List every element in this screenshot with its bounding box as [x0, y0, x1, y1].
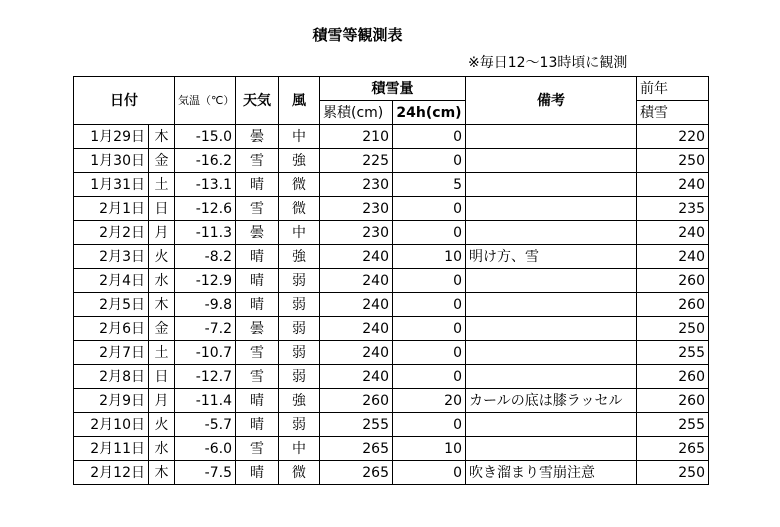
wind-cell: 中: [279, 125, 320, 149]
snow-total-cell: 240: [320, 317, 393, 341]
remarks-cell: [466, 413, 637, 437]
remarks-cell: カールの底は膝ラッセル: [466, 389, 637, 413]
table-body: [74, 125, 709, 485]
header-snow-24h: 24h(cm): [393, 101, 466, 125]
date-cell: 2月2日: [74, 221, 149, 245]
temperature-cell: -11.3: [175, 221, 236, 245]
table-row: [74, 413, 709, 437]
temperature-cell: -7.5: [175, 461, 236, 485]
header-prev-year-1: 前年: [637, 77, 709, 101]
date-cell: 2月12日: [74, 461, 149, 485]
table-row: [74, 173, 709, 197]
temperature-cell: -9.8: [175, 293, 236, 317]
table-row: [74, 341, 709, 365]
day-of-week-cell: 金: [149, 317, 175, 341]
prev-year-snow-cell: 250: [637, 461, 709, 485]
date-cell: 1月29日: [74, 125, 149, 149]
prev-year-snow-cell: 255: [637, 413, 709, 437]
snow-total-cell: 260: [320, 389, 393, 413]
snow-total-cell: 225: [320, 149, 393, 173]
weather-cell: 雪: [236, 341, 279, 365]
weather-cell: 晴: [236, 173, 279, 197]
weather-cell: 曇: [236, 221, 279, 245]
snow-total-cell: 240: [320, 365, 393, 389]
snow-24h-cell: 0: [393, 125, 466, 149]
table-row: [74, 317, 709, 341]
date-cell: 2月4日: [74, 269, 149, 293]
temperature-cell: -12.7: [175, 365, 236, 389]
wind-cell: 強: [279, 149, 320, 173]
header-weather: 天気: [236, 77, 279, 125]
snow-24h-cell: 0: [393, 413, 466, 437]
temperature-cell: -16.2: [175, 149, 236, 173]
temperature-cell: -13.1: [175, 173, 236, 197]
wind-cell: 中: [279, 221, 320, 245]
header-date: 日付: [74, 77, 175, 125]
wind-cell: 強: [279, 245, 320, 269]
header-temp: 気温（℃）: [175, 77, 236, 125]
snow-total-cell: 265: [320, 461, 393, 485]
temperature-cell: -5.7: [175, 413, 236, 437]
weather-cell: 曇: [236, 125, 279, 149]
wind-cell: 中: [279, 437, 320, 461]
day-of-week-cell: 土: [149, 341, 175, 365]
snow-total-cell: 255: [320, 413, 393, 437]
wind-cell: 微: [279, 173, 320, 197]
day-of-week-cell: 火: [149, 245, 175, 269]
remarks-cell: [466, 317, 637, 341]
table-row: [74, 221, 709, 245]
day-of-week-cell: 木: [149, 461, 175, 485]
date-cell: 2月7日: [74, 341, 149, 365]
prev-year-snow-cell: 240: [637, 173, 709, 197]
snow-24h-cell: 0: [393, 197, 466, 221]
header-snow-group: 積雪量: [320, 77, 466, 101]
remarks-cell: [466, 269, 637, 293]
date-cell: 2月9日: [74, 389, 149, 413]
remarks-cell: 明け方、雪: [466, 245, 637, 269]
table-row: [74, 293, 709, 317]
snow-total-cell: 240: [320, 269, 393, 293]
header-wind: 風: [279, 77, 320, 125]
day-of-week-cell: 水: [149, 437, 175, 461]
wind-cell: 弱: [279, 317, 320, 341]
day-of-week-cell: 月: [149, 389, 175, 413]
snow-24h-cell: 0: [393, 461, 466, 485]
remarks-cell: 吹き溜まり雪崩注意: [466, 461, 637, 485]
wind-cell: 微: [279, 197, 320, 221]
table-row: [74, 197, 709, 221]
prev-year-snow-cell: 260: [637, 365, 709, 389]
prev-year-snow-cell: 240: [637, 221, 709, 245]
snow-24h-cell: 0: [393, 149, 466, 173]
header-remarks: 備考: [466, 77, 637, 125]
prev-year-snow-cell: 235: [637, 197, 709, 221]
snow-total-cell: 230: [320, 221, 393, 245]
day-of-week-cell: 月: [149, 221, 175, 245]
weather-cell: 晴: [236, 269, 279, 293]
table-row: [74, 365, 709, 389]
weather-cell: 雪: [236, 149, 279, 173]
temperature-cell: -12.9: [175, 269, 236, 293]
snow-total-cell: 240: [320, 245, 393, 269]
snow-total-cell: 240: [320, 341, 393, 365]
date-cell: 2月1日: [74, 197, 149, 221]
snow-total-cell: 240: [320, 293, 393, 317]
day-of-week-cell: 土: [149, 173, 175, 197]
snow-total-cell: 265: [320, 437, 393, 461]
prev-year-snow-cell: 265: [637, 437, 709, 461]
date-cell: 2月3日: [74, 245, 149, 269]
temperature-cell: -8.2: [175, 245, 236, 269]
snow-24h-cell: 10: [393, 437, 466, 461]
date-cell: 2月6日: [74, 317, 149, 341]
header-prev-year-2: 積雪: [637, 101, 709, 125]
snow-observation-table: [73, 76, 709, 485]
table-row: [74, 269, 709, 293]
date-cell: 1月30日: [74, 149, 149, 173]
prev-year-snow-cell: 250: [637, 317, 709, 341]
temperature-cell: -10.7: [175, 341, 236, 365]
remarks-cell: [466, 149, 637, 173]
date-cell: 2月10日: [74, 413, 149, 437]
weather-cell: 晴: [236, 413, 279, 437]
snow-24h-cell: 0: [393, 341, 466, 365]
wind-cell: 弱: [279, 269, 320, 293]
date-cell: 2月11日: [74, 437, 149, 461]
table-row: [74, 245, 709, 269]
day-of-week-cell: 日: [149, 197, 175, 221]
prev-year-snow-cell: 260: [637, 293, 709, 317]
weather-cell: 晴: [236, 245, 279, 269]
snow-24h-cell: 0: [393, 269, 466, 293]
weather-cell: 雪: [236, 437, 279, 461]
remarks-cell: [466, 437, 637, 461]
table-row: [74, 149, 709, 173]
day-of-week-cell: 金: [149, 149, 175, 173]
weather-cell: 晴: [236, 389, 279, 413]
day-of-week-cell: 火: [149, 413, 175, 437]
snow-total-cell: 210: [320, 125, 393, 149]
remarks-cell: [466, 197, 637, 221]
wind-cell: 弱: [279, 413, 320, 437]
wind-cell: 微: [279, 461, 320, 485]
day-of-week-cell: 木: [149, 293, 175, 317]
remarks-cell: [466, 293, 637, 317]
remarks-cell: [466, 221, 637, 245]
temperature-cell: -7.2: [175, 317, 236, 341]
weather-cell: 曇: [236, 317, 279, 341]
weather-cell: 雪: [236, 197, 279, 221]
table-row: [74, 461, 709, 485]
prev-year-snow-cell: 260: [637, 389, 709, 413]
prev-year-snow-cell: 255: [637, 341, 709, 365]
day-of-week-cell: 日: [149, 365, 175, 389]
weather-cell: 晴: [236, 293, 279, 317]
temperature-cell: -6.0: [175, 437, 236, 461]
snow-24h-cell: 0: [393, 317, 466, 341]
temperature-cell: -12.6: [175, 197, 236, 221]
table-row: [74, 437, 709, 461]
wind-cell: 弱: [279, 341, 320, 365]
page-title: 積雪等観測表: [312, 26, 403, 44]
table-row: [74, 125, 709, 149]
snow-24h-cell: 20: [393, 389, 466, 413]
day-of-week-cell: 木: [149, 125, 175, 149]
remarks-cell: [466, 125, 637, 149]
temperature-cell: -15.0: [175, 125, 236, 149]
temperature-cell: -11.4: [175, 389, 236, 413]
wind-cell: 弱: [279, 365, 320, 389]
header-snow-total: 累積(cm): [320, 101, 393, 125]
date-cell: 2月8日: [74, 365, 149, 389]
snow-24h-cell: 0: [393, 293, 466, 317]
weather-cell: 雪: [236, 365, 279, 389]
snow-24h-cell: 10: [393, 245, 466, 269]
wind-cell: 強: [279, 389, 320, 413]
snow-24h-cell: 0: [393, 365, 466, 389]
prev-year-snow-cell: 260: [637, 269, 709, 293]
snow-24h-cell: 0: [393, 221, 466, 245]
prev-year-snow-cell: 250: [637, 149, 709, 173]
prev-year-snow-cell: 220: [637, 125, 709, 149]
table-row: [74, 389, 709, 413]
snow-total-cell: 230: [320, 173, 393, 197]
header-row-1: [74, 77, 709, 101]
observation-note: ※毎日12～13時頃に観測: [468, 55, 628, 71]
date-cell: 1月31日: [74, 173, 149, 197]
date-cell: 2月5日: [74, 293, 149, 317]
snow-total-cell: 230: [320, 197, 393, 221]
weather-cell: 晴: [236, 461, 279, 485]
remarks-cell: [466, 341, 637, 365]
wind-cell: 弱: [279, 293, 320, 317]
day-of-week-cell: 水: [149, 269, 175, 293]
remarks-cell: [466, 173, 637, 197]
prev-year-snow-cell: 240: [637, 245, 709, 269]
snow-24h-cell: 5: [393, 173, 466, 197]
remarks-cell: [466, 365, 637, 389]
